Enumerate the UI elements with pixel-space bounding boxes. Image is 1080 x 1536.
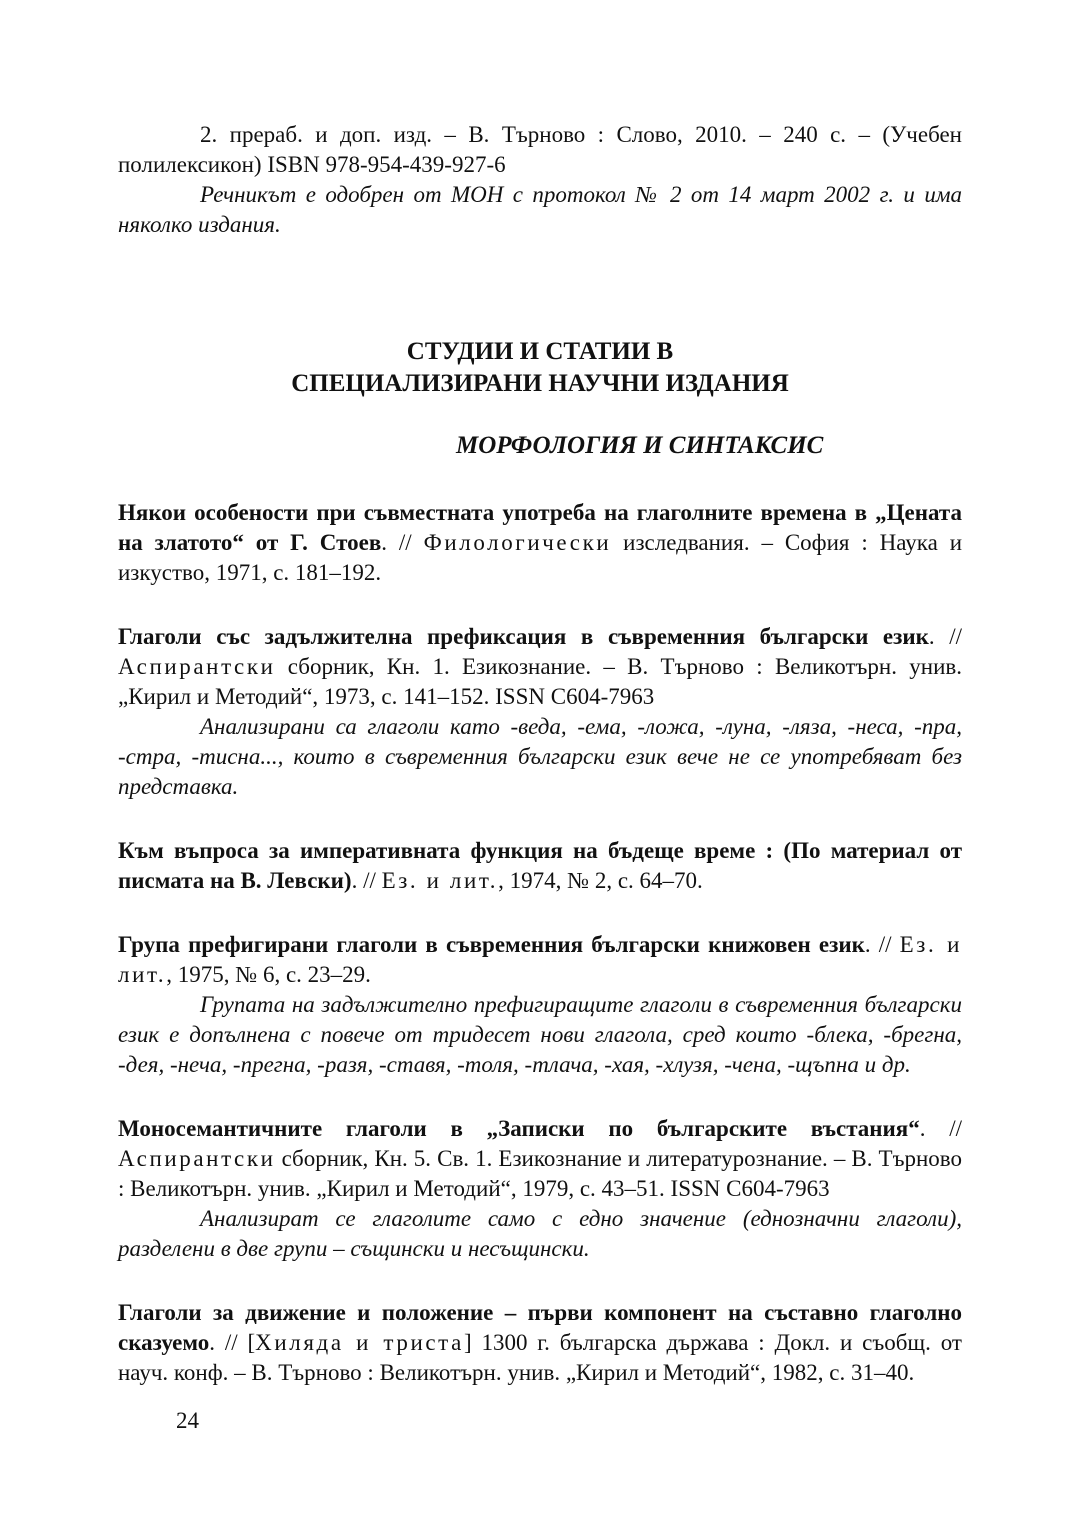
entry-source-spaced: Ез. и лит. [118,932,962,987]
entry-source-spaced: Аспирантски [118,1146,276,1171]
section-title-line-1: СТУДИИ И СТАТИИ В [406,338,674,365]
entry-source-details: , 1975, № 6, с. 23–29. [166,962,371,987]
bibliography-entry [118,930,962,990]
section-title-line-2: СПЕЦИАЛИЗИРАНИ НАУЧНИ ИЗДАНИЯ [291,370,789,397]
entry-title: Глаголи със задължителна префиксация в съвременния български език [118,624,929,649]
entry-source-spaced: Аспирантски [118,654,276,679]
entry-separator: . // [928,624,962,649]
entry-title: Група префигирани глаголи в съвременния български книжовен език [118,932,865,957]
entry-title: Моносемантичните глаголи в „Записки по българските въстания“ [118,1116,920,1141]
subsection-title: МОРФОЛОГИЯ И СИНТАКСИС [456,432,824,459]
entry-annotation: Анализират се глаголите само с едно значение (еднозначни глаголи), разделени в две групи – същински и несъщински. [118,1206,962,1261]
entry-source-details: сборник, Кн. 1. Езикознание. – В. Търново : Великотърн. унив. „Кирил и Методий“, 1973, с. 141–152. ISSN C604-7963 [118,654,962,709]
entry-annotation: Групата на задължително префигиращите глаголи в съвременния български език е допълнена с повече от тридесет нови глагола, сред които -блека, -брегна, -дея, -неча, -прегна, -разя, -ставя, -толя, -тлача, -хая, -хлузя, -чена, -щъпна и др. [118,992,962,1077]
bibliography-entry [118,498,962,588]
page-number: 24 [176,1408,199,1433]
entry-title: Някои особености при съвместната употреба на глаголните времена в „Цената на златото“ от Г. Стоев [118,500,962,555]
entry-source-spaced: Ез. и лит. [381,868,499,893]
entry-separator: . // [919,1116,962,1141]
bibliography-entry [118,622,962,712]
entry-annotation: Анализирани са глаголи като -веда, -ема, -ложа, -луна, -ляза, -неса, -пра, -стра, -тисна..., които в съвременния български език вече не се употребяват без представка. [118,714,962,799]
entry-source-spaced: Филологически [423,530,612,555]
bibliography-entry [118,1298,962,1388]
entry-separator: . // [351,868,382,893]
document-page [118,120,962,1388]
entry-separator: . // [381,530,424,555]
entry-source-details: сборник, Кн. 5. Св. 1. Езикознание и литературознание. – В. Търново : Великотърн. унив. „Кирил и Методий“, 1979, с. 43–51. ISSN C604-7963 [118,1146,962,1201]
entry-title: Към въпроса за императивната функция на бъдеще време : (По материал от писмата на В. Левски) [118,838,962,893]
entry-source-spaced: Хиляда и триста [255,1330,464,1355]
entry-source-details: , 1974, № 2, с. 64–70. [498,868,703,893]
entry-title: Глаголи за движение и положение – първи компонент на съставно глаголно сказуемо [118,1300,962,1355]
entry-source-details: изследвания. – София : Наука и изкуство, 1971, с. 181–192. [118,530,963,585]
bibliography-entry [118,1114,962,1204]
intro-reference: 2. прераб. и доп. изд. – В. Търново : Слово, 2010. – 240 с. – (Учебен полилексикон) ISBN 978-954-439-927-6 [118,122,962,177]
bibliography-entry [118,836,962,896]
entry-separator: . // [ [209,1330,256,1355]
entry-source-details: ] 1300 г. българска държава : Докл. и съобщ. от науч. конф. – В. Търново : Великотърн. унив. „Кирил и Методий“, 1982, с. 31–40. [118,1330,962,1385]
intro-annotation: Речникът е одобрен от МОН с протокол № 2 от 14 март 2002 г. и има няколко издания. [118,182,962,237]
section-title [118,336,962,400]
entry-separator: . // [864,932,900,957]
